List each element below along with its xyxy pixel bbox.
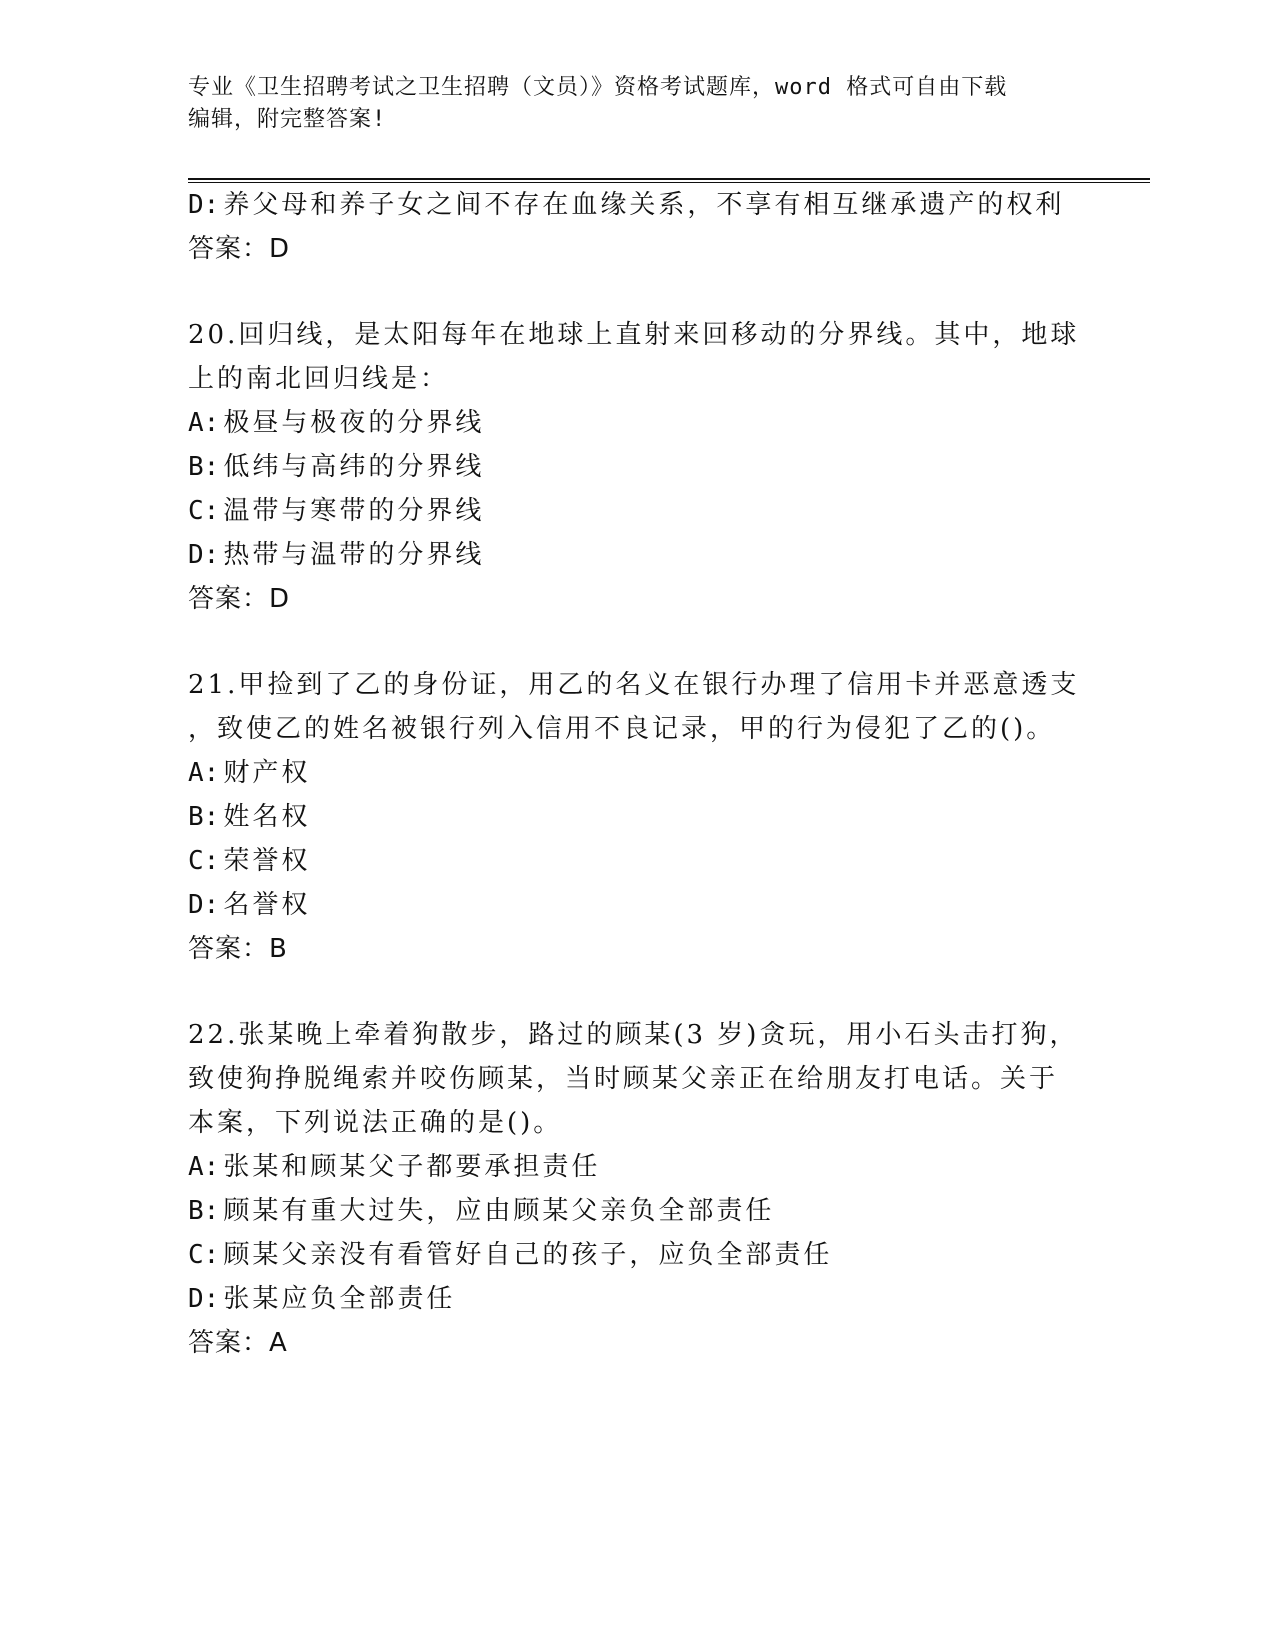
q22-option-b: [188, 1194, 774, 1228]
option-text: 荣誉权: [223, 846, 311, 876]
option-prefix: B:: [188, 452, 220, 482]
q20-option-a: [188, 406, 484, 440]
option-prefix: D:: [188, 540, 220, 570]
q20-option-c: [188, 494, 484, 528]
prev-option-d: [188, 188, 1064, 222]
prev-answer: 答案：D: [188, 234, 291, 264]
q22-answer: 答案：A: [188, 1328, 288, 1358]
q20-stem-line-1: 20.回归线，是太阳每年在地球上直射来回移动的分界线。其中，地球: [188, 320, 1080, 350]
option-prefix: C:: [188, 496, 220, 526]
option-text: 热带与温带的分界线: [223, 540, 485, 570]
q20-option-d: [188, 538, 484, 572]
option-text: 名誉权: [223, 890, 311, 920]
option-prefix: A:: [188, 408, 220, 438]
q21-option-a: [188, 756, 310, 790]
option-text: 温带与寒带的分界线: [223, 496, 485, 526]
header-line-1: 专业《卫生招聘考试之卫生招聘（文员）》资格考试题库，word 格式可自由下载: [188, 75, 1008, 100]
option-prefix: D:: [188, 190, 220, 220]
header-line-2: 编辑，附完整答案!: [188, 107, 387, 132]
option-prefix: C:: [188, 1240, 220, 1270]
option-text: 张某应负全部责任: [223, 1284, 456, 1314]
option-prefix: D:: [188, 890, 220, 920]
option-prefix: D:: [188, 1284, 220, 1314]
q21-answer: 答案：B: [188, 934, 288, 964]
q20-answer: 答案：D: [188, 584, 291, 614]
header-divider: [188, 178, 1150, 180]
q20-option-b: [188, 450, 484, 484]
q22-stem-line-2: 致使狗挣脱绳索并咬伤顾某，当时顾某父亲正在给朋友打电话。关于: [188, 1064, 1059, 1094]
option-text: 姓名权: [223, 802, 311, 832]
option-text: 顾某有重大过失，应由顾某父亲负全部责任: [223, 1196, 775, 1226]
option-prefix: B:: [188, 802, 220, 832]
q21-option-c: [188, 844, 310, 878]
option-prefix: A:: [188, 1152, 220, 1182]
q22-stem-line-1: 22.张某晚上牵着狗散步，路过的顾某(3 岁)贪玩，用小石头击打狗，: [188, 1020, 1079, 1050]
q20-stem-line-2: 上的南北回归线是：: [188, 364, 450, 394]
q21-option-d: [188, 888, 310, 922]
option-text: 低纬与高纬的分界线: [223, 452, 485, 482]
q21-stem-line-1: 21.甲捡到了乙的身份证，用乙的名义在银行办理了信用卡并恶意透支: [188, 670, 1080, 700]
q21-option-b: [188, 800, 310, 834]
header-divider-thin: [188, 182, 1150, 183]
q22-stem-line-3: 本案，下列说法正确的是()。: [188, 1108, 563, 1138]
q22-option-d: [188, 1282, 455, 1316]
option-text: 养父母和养子女之间不存在血缘关系，不享有相互继承遗产的权利: [223, 190, 1065, 220]
q21-stem-line-2: ，致使乙的姓名被银行列入信用不良记录，甲的行为侵犯了乙的()。: [188, 714, 1056, 744]
option-text: 财产权: [223, 758, 311, 788]
option-text: 极昼与极夜的分界线: [223, 408, 485, 438]
option-prefix: A:: [188, 758, 220, 788]
option-prefix: C:: [188, 846, 220, 876]
document-header: [188, 72, 1088, 136]
option-text: 张某和顾某父子都要承担责任: [223, 1152, 601, 1182]
q22-option-c: [188, 1238, 832, 1272]
option-prefix: B:: [188, 1196, 220, 1226]
option-text: 顾某父亲没有看管好自己的孩子，应负全部责任: [223, 1240, 833, 1270]
q22-option-a: [188, 1150, 600, 1184]
